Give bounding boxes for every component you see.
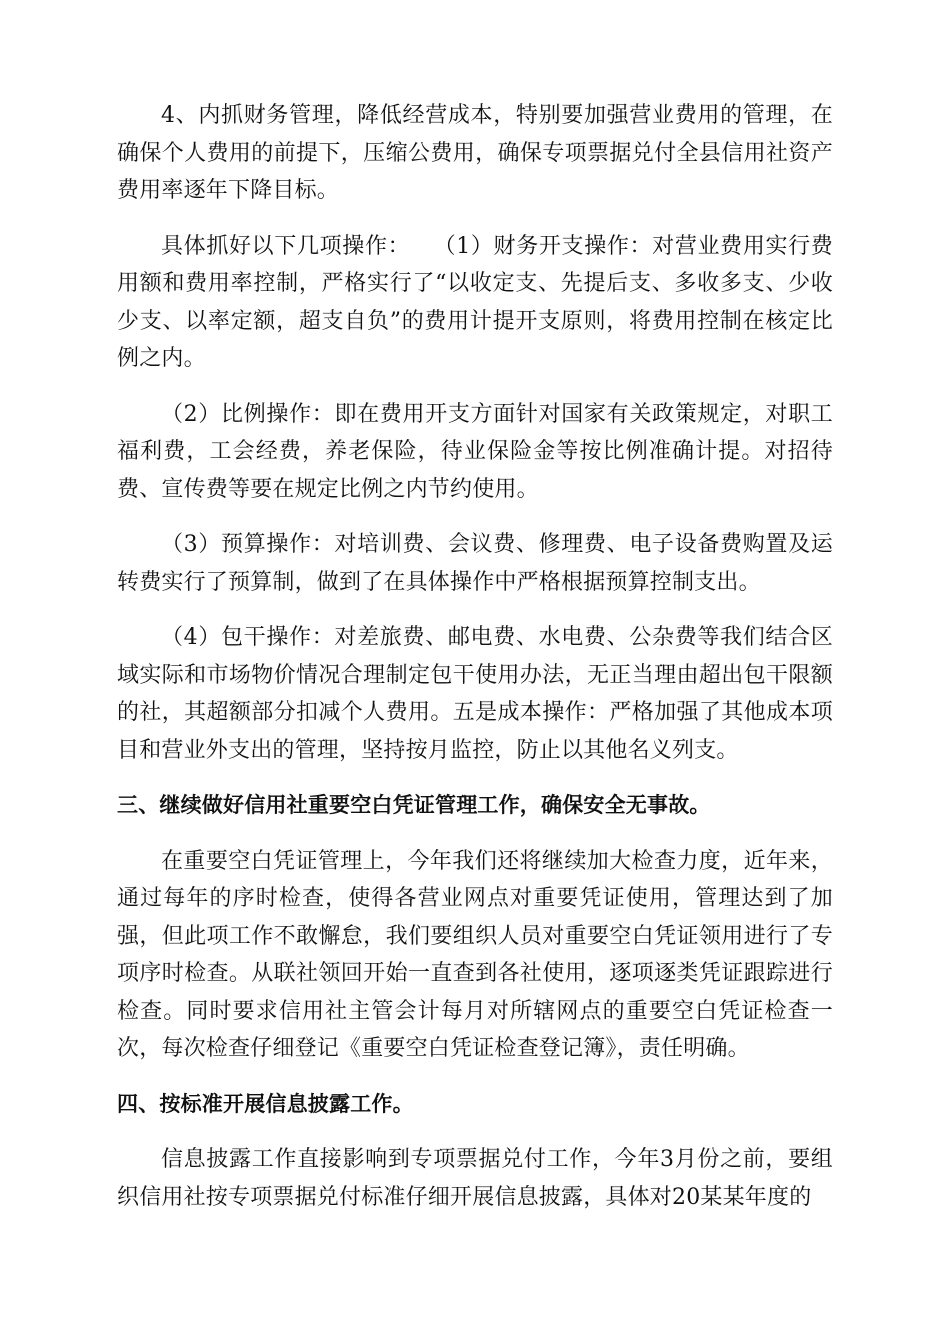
paragraph-operations-list: 具体抓好以下几项操作： （1）财务开支操作：对营业费用实行费用额和费用率控制，严格实行了“以收定支、先提后支、多收多支、少收少支、以率定额，超支自负”的费用计提开支原则，将费用控制在核定比例之内。 bbox=[117, 233, 833, 371]
document-body bbox=[117, 97, 833, 1234]
section-heading-3: 三、继续做好信用社重要空白凭证管理工作，确保安全无事故。 bbox=[117, 793, 711, 817]
paragraph-contract-operation: （4）包干操作：对差旅费、邮电费、水电费、公杂费等我们结合区域实际和市场物价情况合理制定包干使用办法，无正当理由超出包干限额的社，其超额部分扣减个人费用。五是成本操作：严格加强了其他成本项目和营业外支出的管理，坚持按月监控，防止以其他名义列支。 bbox=[117, 625, 833, 763]
paragraph-information-disclosure: 信息披露工作直接影响到专项票据兑付工作，今年3月份之前，要组织信用社按专项票据兑付标准仔细开展信息披露，具体对20某某年度的 bbox=[117, 1147, 833, 1210]
paragraph-voucher-management: 在重要空白凭证管理上，今年我们还将继续加大检查力度，近年来，通过每年的序时检查，使得各营业网点对重要凭证使用，管理达到了加强，但此项工作不敢懈怠，我们要组织人员对重要空白凭证领用进行了专项序时检查。从联社领回开始一直查到各社使用，逐项逐类凭证跟踪进行检查。同时要求信用社主管会计每月对所辖网点的重要空白凭证检查一次，每次检查仔细登记《重要空白凭证检查登记簿》，责任明确。 bbox=[117, 848, 833, 1061]
paragraph-finance-management: 4、内抓财务管理，降低经营成本，特别要加强营业费用的管理，在确保个人费用的前提下，压缩公费用，确保专项票据兑付全县信用社资产费用率逐年下降目标。 bbox=[117, 103, 833, 203]
paragraph-ratio-operation: （2）比例操作：即在费用开支方面针对国家有关政策规定，对职工福利费，工会经费，养老保险，待业保险金等按比例准确计提。对招待费、宣传费等要在规定比例之内节约使用。 bbox=[117, 401, 833, 502]
section-heading-4: 四、按标准开展信息披露工作。 bbox=[117, 1091, 414, 1116]
paragraph-budget-operation: （3）预算操作：对培训费、会议费、修理费、电子设备费购置及运转费实行了预算制，做到了在具体操作中严格根据预算控制支出。 bbox=[117, 532, 833, 595]
